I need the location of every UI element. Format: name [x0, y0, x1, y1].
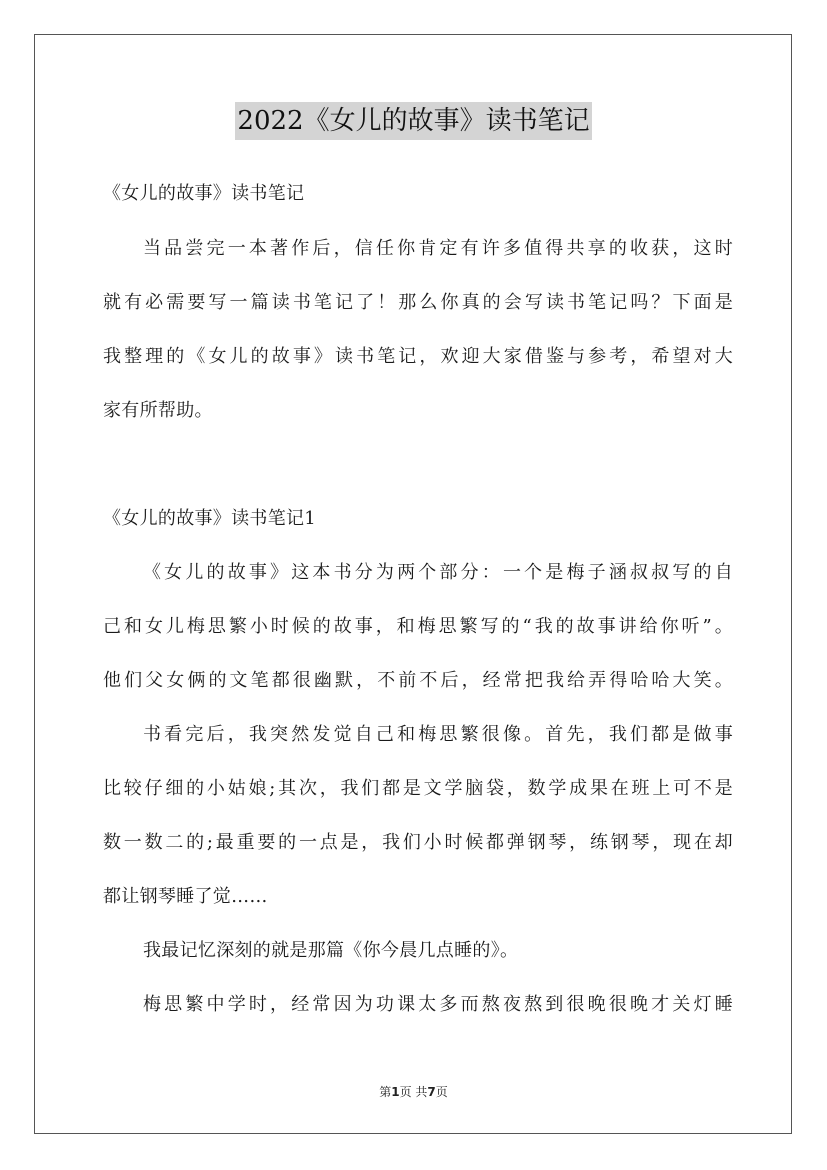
section-heading-intro: 《女儿的故事》读书笔记: [103, 183, 305, 204]
paragraph-line: 己和女儿梅思繁小时候的故事，和梅思繁写的“我的故事讲给你听”。: [103, 616, 733, 637]
document-title: 2022《女儿的故事》读书笔记: [235, 102, 591, 140]
footer-page-number: 1: [391, 1085, 400, 1099]
paragraph-line: 书看完后，我突然发觉自己和梅思繁很像。首先，我们都是做事: [143, 724, 733, 745]
paragraph-line: 家有所帮助。: [103, 400, 213, 421]
paragraph-line: 《女儿的故事》这本书分为两个部分：一个是梅子涵叔叔写的自: [143, 562, 733, 583]
paragraph-line: 就有必需要写一篇读书笔记了！那么你真的会写读书笔记吗？下面是: [103, 292, 733, 313]
footer-total-suffix: 页: [435, 1085, 448, 1099]
footer-page-suffix: 页 共: [399, 1085, 428, 1099]
paragraph-line: 数一数二的;最重要的一点是，我们小时候都弹钢琴，练钢琴，现在却: [103, 832, 733, 853]
paragraph-line: 我最记忆深刻的就是那篇《你今晨几点睡的》。: [143, 940, 519, 961]
title-container: [0, 102, 827, 140]
paragraph-line: 梅思繁中学时，经常因为功课太多而熬夜熬到很晚很晚才关灯睡: [143, 994, 733, 1015]
paragraph-line: 都让钢琴睡了觉……: [103, 886, 268, 907]
footer-page-prefix: 第: [379, 1085, 392, 1099]
page-footer: [0, 1084, 827, 1100]
paragraph-line: 比较仔细的小姑娘;其次，我们都是文学脑袋，数学成果在班上可不是: [103, 778, 733, 799]
footer-total-pages: 7: [427, 1085, 436, 1099]
section-heading-note-1: 《女儿的故事》读书笔记1: [103, 508, 317, 529]
paragraph-line: 我整理的《女儿的故事》读书笔记，欢迎大家借鉴与参考，希望对大: [103, 346, 733, 367]
paragraph-line: 当品尝完一本著作后，信任你肯定有许多值得共享的收获，这时: [143, 238, 733, 259]
paragraph-line: 他们父女俩的文笔都很幽默，不前不后，经常把我给弄得哈哈大笑。: [103, 670, 733, 691]
